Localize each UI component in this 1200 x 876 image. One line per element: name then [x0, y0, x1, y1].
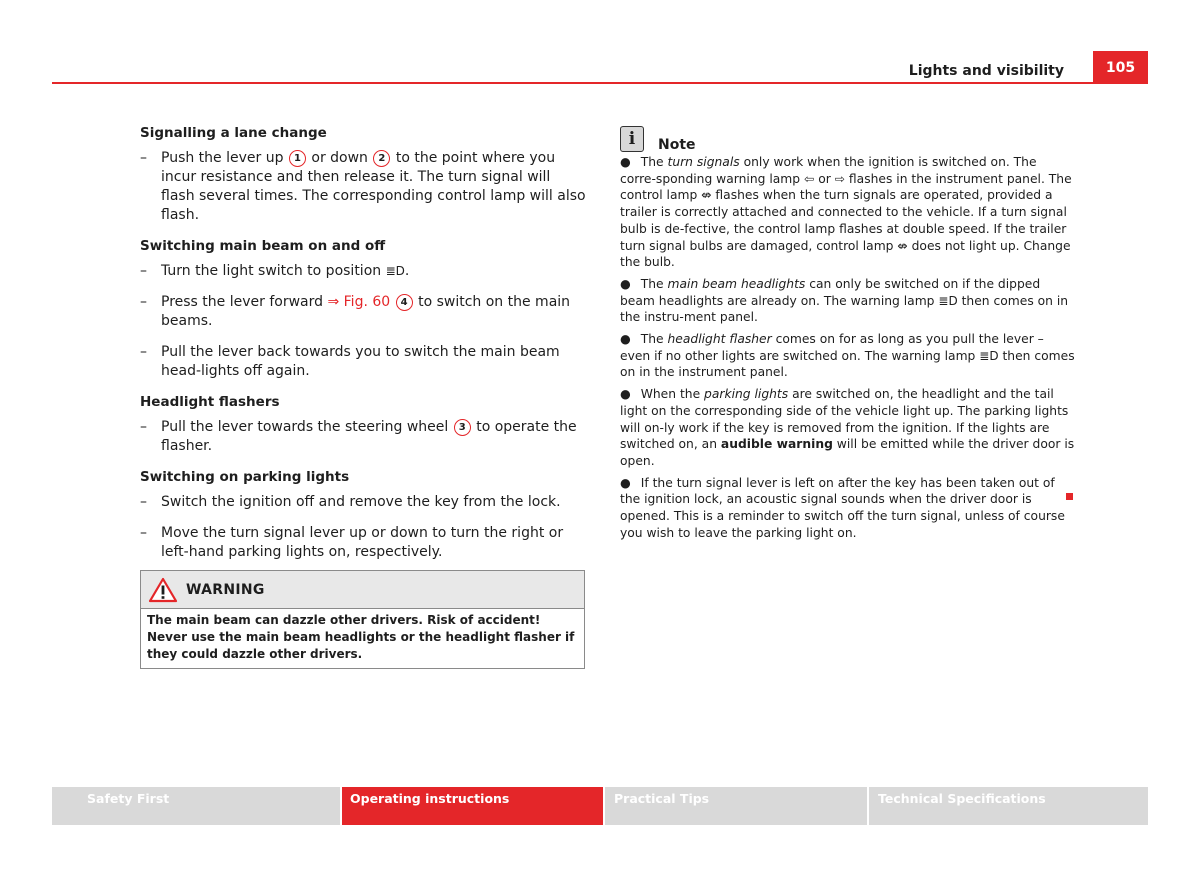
warning-text: The main beam can dazzle other drivers. Risk of accident! Never use the main beam headlights or the headlight flasher if they could dazzle other drivers. — [147, 613, 575, 661]
section-heading: Signalling a lane change — [140, 125, 327, 141]
section-parking-lights — [140, 468, 586, 562]
trailer-signal-icon: ⇎ — [701, 188, 712, 203]
warning-header — [141, 571, 584, 609]
note-bullet: ● The main beam headlights can only be switched on if the dipped beam headlights are already on. The warning lamp ≣D then comes on in the instru-ment panel. — [620, 276, 1069, 325]
step-item — [140, 493, 586, 512]
step-text: Push the lever up 1 or down 2 to the point where you incur resistance and then release it. The turn signal will flash several times. The corresponding control lamp will also flash. — [161, 150, 586, 223]
warning-box — [140, 570, 585, 669]
left-column — [140, 124, 586, 574]
bullet-dot: ● — [620, 387, 631, 402]
callout-2: 2 — [373, 150, 390, 167]
header-rule — [52, 82, 1148, 84]
callout-4: 4 — [396, 294, 413, 311]
warning-label: WARNING — [186, 581, 265, 598]
bullet-dot: ● — [620, 475, 631, 490]
note-bullet: ● If the turn signal lever is left on after the key has been taken out of the ignition lock, an acoustic signal sounds when the driver door is opened. This is a reminder to switch off the turn signal, unless of course you wish to leave the parking light on. — [620, 475, 1065, 540]
step-text: Pull the lever back towards you to switch the main beam head-lights off again. — [161, 344, 560, 379]
tab-technical-specifications[interactable]: Technical Specifications — [869, 787, 1148, 825]
turn-right-icon: ⇨ — [834, 171, 845, 186]
info-icon: i — [620, 126, 644, 152]
bullet-dot: ● — [620, 155, 631, 169]
page-number: 105 — [1093, 51, 1148, 84]
dash-marker: – — [140, 344, 147, 360]
note-label: Note — [658, 137, 696, 154]
bullet-dot: ● — [620, 276, 631, 291]
dash-marker: – — [140, 494, 147, 510]
note-bullet: ● When the parking lights are switched on, the headlight and the tail light on the corresponding side of the vehicle light up. The parking lights will on-ly work if the key is removed from the ignition. If the lights are switched on, an audible warning will be emitted while the driver door is open. — [620, 387, 1075, 468]
callout-3: 3 — [454, 419, 471, 436]
main-beam-icon: ≣D — [385, 264, 405, 278]
tab-safety-first[interactable]: Safety First — [52, 787, 340, 825]
step-text: Turn the light switch to position ≣D. — [161, 263, 410, 279]
main-beam-icon: ≣D — [938, 293, 958, 308]
tab-practical-tips[interactable]: Practical Tips — [605, 787, 867, 825]
dash-marker: – — [140, 294, 147, 310]
step-text: Press the lever forward ⇒ Fig. 60 4 to switch on the main beams. — [161, 294, 571, 329]
end-of-section-marker — [1066, 493, 1073, 500]
section-main-beam — [140, 237, 586, 381]
dash-marker: – — [140, 263, 147, 279]
note-bullet: ● The turn signals only work when the ignition is switched on. The corre-sponding warning lamp ⇦ or ⇨ flashes in the instrument panel. The control lamp ⇎ flashes when the turn signals are operated, provided a trailer is correctly attached and connected to the vehicle. If a turn signal bulb is de-fective, the control lamp flashes at double speed. If the trailer turn signal bulbs are damaged, control lamp ⇎ does not light up. Change the bulb. — [620, 155, 1072, 270]
dash-marker: – — [140, 419, 147, 435]
note-header — [620, 126, 1075, 152]
footer-nav — [52, 787, 1148, 825]
bullet-dot: ● — [620, 332, 631, 347]
note-column — [620, 126, 1075, 546]
step-item — [140, 343, 586, 381]
note-bullet: ● The headlight flasher comes on for as long as you pull the lever – even if no other lights are switched on. The warning lamp ≣D then comes on in the instrument panel. — [620, 332, 1075, 380]
step-item — [140, 149, 586, 225]
callout-1: 1 — [289, 150, 306, 167]
figure-reference-link[interactable]: ⇒ Fig. 60 — [327, 294, 391, 310]
step-text: Move the turn signal lever up or down to turn the right or left-hand parking lights on, respectively. — [161, 525, 564, 560]
step-item — [140, 524, 586, 562]
step-item — [140, 262, 586, 281]
dash-marker: – — [140, 525, 147, 541]
section-headlight-flashers — [140, 393, 586, 456]
dash-marker: – — [140, 150, 147, 166]
step-item — [140, 293, 586, 331]
step-text: Switch the ignition off and remove the key from the lock. — [161, 494, 561, 510]
warning-triangle-icon — [148, 577, 178, 603]
step-text: Pull the lever towards the steering wheel 3 to operate the flasher. — [161, 419, 577, 454]
turn-left-icon: ⇦ — [803, 171, 815, 186]
step-item — [140, 418, 586, 456]
section-heading: Headlight flashers — [140, 394, 280, 410]
section-title: Lights and visibility — [908, 63, 1064, 79]
tab-operating-instructions[interactable]: Operating instructions — [342, 787, 603, 825]
section-heading: Switching on parking lights — [140, 469, 350, 485]
section-heading: Switching main beam on and off — [140, 238, 386, 254]
section-lane-change — [140, 124, 586, 225]
main-beam-icon: ≣D — [979, 348, 999, 363]
trailer-signal-icon: ⇎ — [897, 238, 908, 253]
